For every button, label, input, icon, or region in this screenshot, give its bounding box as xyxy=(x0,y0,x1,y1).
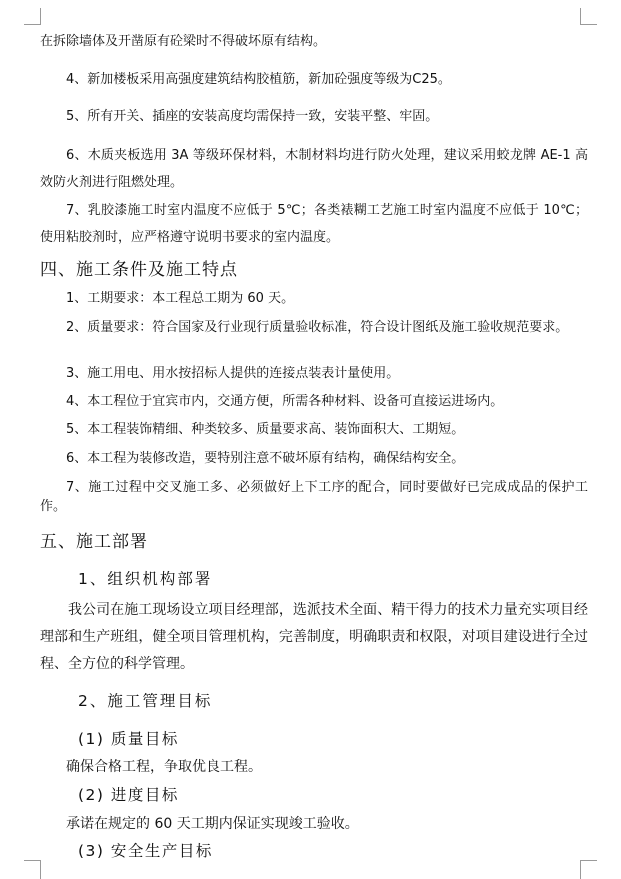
paragraph-item-5: 5、所有开关、插座的安装高度均需保持一致，安装平整、牢固。 xyxy=(66,109,439,124)
condition-item-3: 3、施工用电、用水按招标人提供的连接点装表计量使用。 xyxy=(66,366,400,381)
condition-item-4: 4、本工程位于宜宾市内，交通方便，所需各种材料、设备可直接运进场内。 xyxy=(66,394,504,409)
section-heading-5: 五、施工部署 xyxy=(40,532,148,552)
condition-item-7: 7、施工过程中交叉施工多、必须做好上下工序的配合，同时要做好已完成成品的保护工作。 xyxy=(40,480,588,514)
condition-item-5: 5、本工程装饰精细、种类较多、质量要求高、装饰面积大、工期短。 xyxy=(66,422,465,437)
subheading-management-goals: 2、施工管理目标 xyxy=(78,692,213,710)
paragraph-item-4: 4、新加楼板采用高强度建筑结构胶植筋，新加砼强度等级为C25。 xyxy=(66,72,451,87)
crop-mark-top-left xyxy=(24,8,41,25)
condition-item-2: 2、质量要求：符合国家及行业现行质量验收标准，符合设计图纸及施工验收规范要求。 xyxy=(66,320,569,335)
subheading-organization: 1、组织机构部署 xyxy=(78,570,213,588)
paragraph-organization: 我公司在施工现场设立项目经理部，选派技术全面、精干得力的技术力量充实项目经理部和生产班组，健全项目管理机构，完善制度，明确职责和权限，对项目建设进行全过程、全方位的科学管理。 xyxy=(40,602,588,672)
section-heading-4: 四、施工条件及施工特点 xyxy=(40,260,238,280)
goal-safety-heading: (3) 安全生产目标 xyxy=(78,842,213,860)
goal-quality-heading: (1) 质量目标 xyxy=(78,730,179,748)
paragraph-item-7: 7、乳胶漆施工时室内温度不应低于 5℃；各类裱糊工艺施工时室内温度不应低于 10℃；使用粘胶剂时，应严格遵守说明书要求的室内温度。 xyxy=(40,203,588,245)
goal-quality-text: 确保合格工程，争取优良工程。 xyxy=(66,759,262,775)
crop-mark-bottom-left xyxy=(24,860,41,879)
condition-item-1: 1、工期要求：本工程总工期为 60 天。 xyxy=(66,291,295,306)
goal-schedule-text: 承诺在规定的 60 天工期内保证实现竣工验收。 xyxy=(66,816,359,832)
paragraph-structure-note: 在拆除墙体及开凿原有砼梁时不得破坏原有结构。 xyxy=(40,34,327,49)
condition-item-6: 6、本工程为装修改造，要特别注意不破坏原有结构，确保结构安全。 xyxy=(66,451,465,466)
goal-schedule-heading: (2) 进度目标 xyxy=(78,786,179,804)
paragraph-item-6: 6、木质夹板选用 3A 等级环保材料，木制材料均进行防火处理，建议采用蛟龙牌 AE-1 高效防火剂进行阻燃处理。 xyxy=(40,148,588,190)
crop-mark-top-right xyxy=(580,8,597,25)
